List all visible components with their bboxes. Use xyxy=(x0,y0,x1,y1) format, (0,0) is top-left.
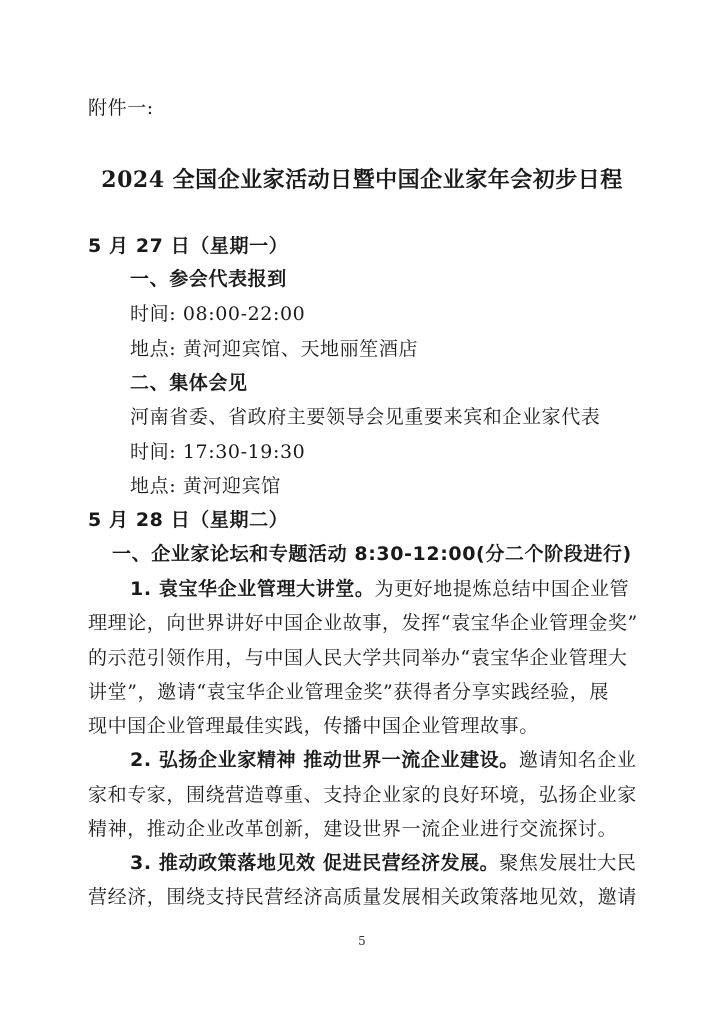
annex-label: 附件一: xyxy=(88,97,154,119)
paragraph-first-line xyxy=(130,748,636,772)
item-text: 邀请知名企业 xyxy=(518,749,637,771)
item-title: 1. 袁宝华企业管理大讲堂。 xyxy=(130,578,375,600)
paragraph-first-line xyxy=(130,851,636,875)
paragraph-line: 现中国企业管理最佳实践，传播中国企业管理故事。 xyxy=(88,715,539,737)
paragraph-line: 讲堂”，邀请“袁宝华企业管理金奖”获得者分享实践经验，展 xyxy=(88,681,609,703)
schedule-time: 时间: 17:30-19:30 xyxy=(130,441,306,463)
paragraph-line: 营经济，围绕支持民营经济高质量发展相关政策落地见效，邀请 xyxy=(88,886,637,908)
paragraph-line: 家和专家，围绕营造尊重、支持企业家的良好环境，弘扬企业家 xyxy=(88,784,637,806)
schedule-location: 地点: 黄河迎宾馆 xyxy=(130,475,281,497)
day-date: 5 月 27 日（星期一） xyxy=(88,235,289,257)
paragraph-first-line xyxy=(130,577,629,601)
paragraph-line: 理理论，向世界讲好中国企业故事，发挥“袁宝华企业管理金奖” xyxy=(88,612,638,634)
schedule-time: 时间: 08:00-22:00 xyxy=(130,303,306,325)
item-title: 2. 弘扬企业家精神 推动世界一流企业建设。 xyxy=(130,749,519,771)
section-heading: 一、企业家论坛和专题活动 8:30-12:00(分二个阶段进行) xyxy=(112,543,632,565)
page-number: 5 xyxy=(358,934,366,948)
schedule-description: 河南省委、省政府主要领导会见重要来宾和企业家代表 xyxy=(130,406,601,428)
item-text: 为更好地提炼总结中国企业管 xyxy=(374,578,630,600)
paragraph-line: 的示范引领作用，与中国人民大学共同举办“袁宝华企业管理大 xyxy=(88,647,628,669)
item-title: 3. 推动政策落地见效 促进民营经济发展。 xyxy=(130,852,500,874)
section-heading: 二、集体会见 xyxy=(130,372,248,394)
day-date: 5 月 28 日（星期二） xyxy=(88,509,289,531)
item-text: 聚焦发展壮大民 xyxy=(499,852,637,874)
paragraph-line: 精神，推动企业改革创新，建设世界一流企业进行交流探讨。 xyxy=(88,818,618,840)
section-heading: 一、参会代表报到 xyxy=(130,268,287,290)
document-title: 2024 全国企业家活动日暨中国企业家年会初步日程 xyxy=(101,167,623,193)
schedule-location: 地点: 黄河迎宾馆、天地丽笙酒店 xyxy=(130,338,419,360)
